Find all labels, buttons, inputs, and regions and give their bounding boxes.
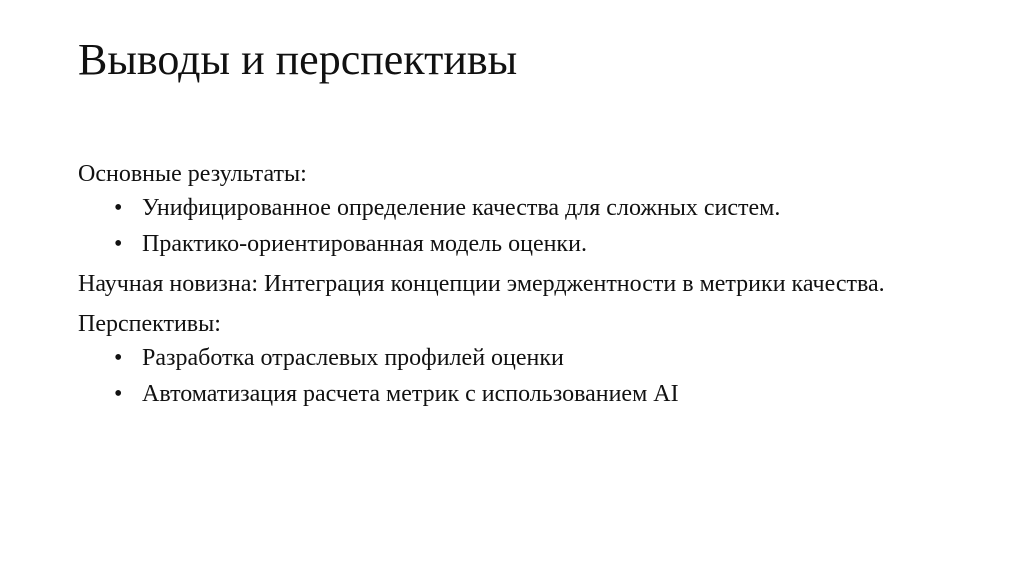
slide-title: Выводы и перспективы	[78, 35, 518, 84]
perspectives-list	[78, 342, 898, 410]
bullet-icon: •	[114, 345, 123, 371]
list-item	[114, 342, 898, 374]
section-heading-perspectives: Перспективы:	[78, 311, 221, 337]
bullet-icon: •	[114, 381, 123, 407]
list-item-text: Автоматизация расчета метрик с использованием AI	[142, 381, 679, 407]
section-heading-novelty: Научная новизна: Интеграция концепции эмерджентности в метрики качества.	[78, 271, 885, 297]
section-heading-results: Основные результаты:	[78, 161, 307, 187]
list-item	[114, 378, 898, 410]
list-item-text: Практико-ориентированная модель оценки.	[142, 231, 587, 257]
results-list	[78, 192, 898, 260]
list-item-text: Разработка отраслевых профилей оценки	[142, 345, 564, 371]
bullet-icon: •	[114, 231, 123, 257]
bullet-icon: •	[114, 195, 123, 221]
list-item	[114, 228, 898, 260]
list-item	[114, 192, 898, 224]
list-item-text: Унифицированное определение качества для сложных систем.	[142, 195, 781, 221]
slide-body	[78, 158, 898, 410]
